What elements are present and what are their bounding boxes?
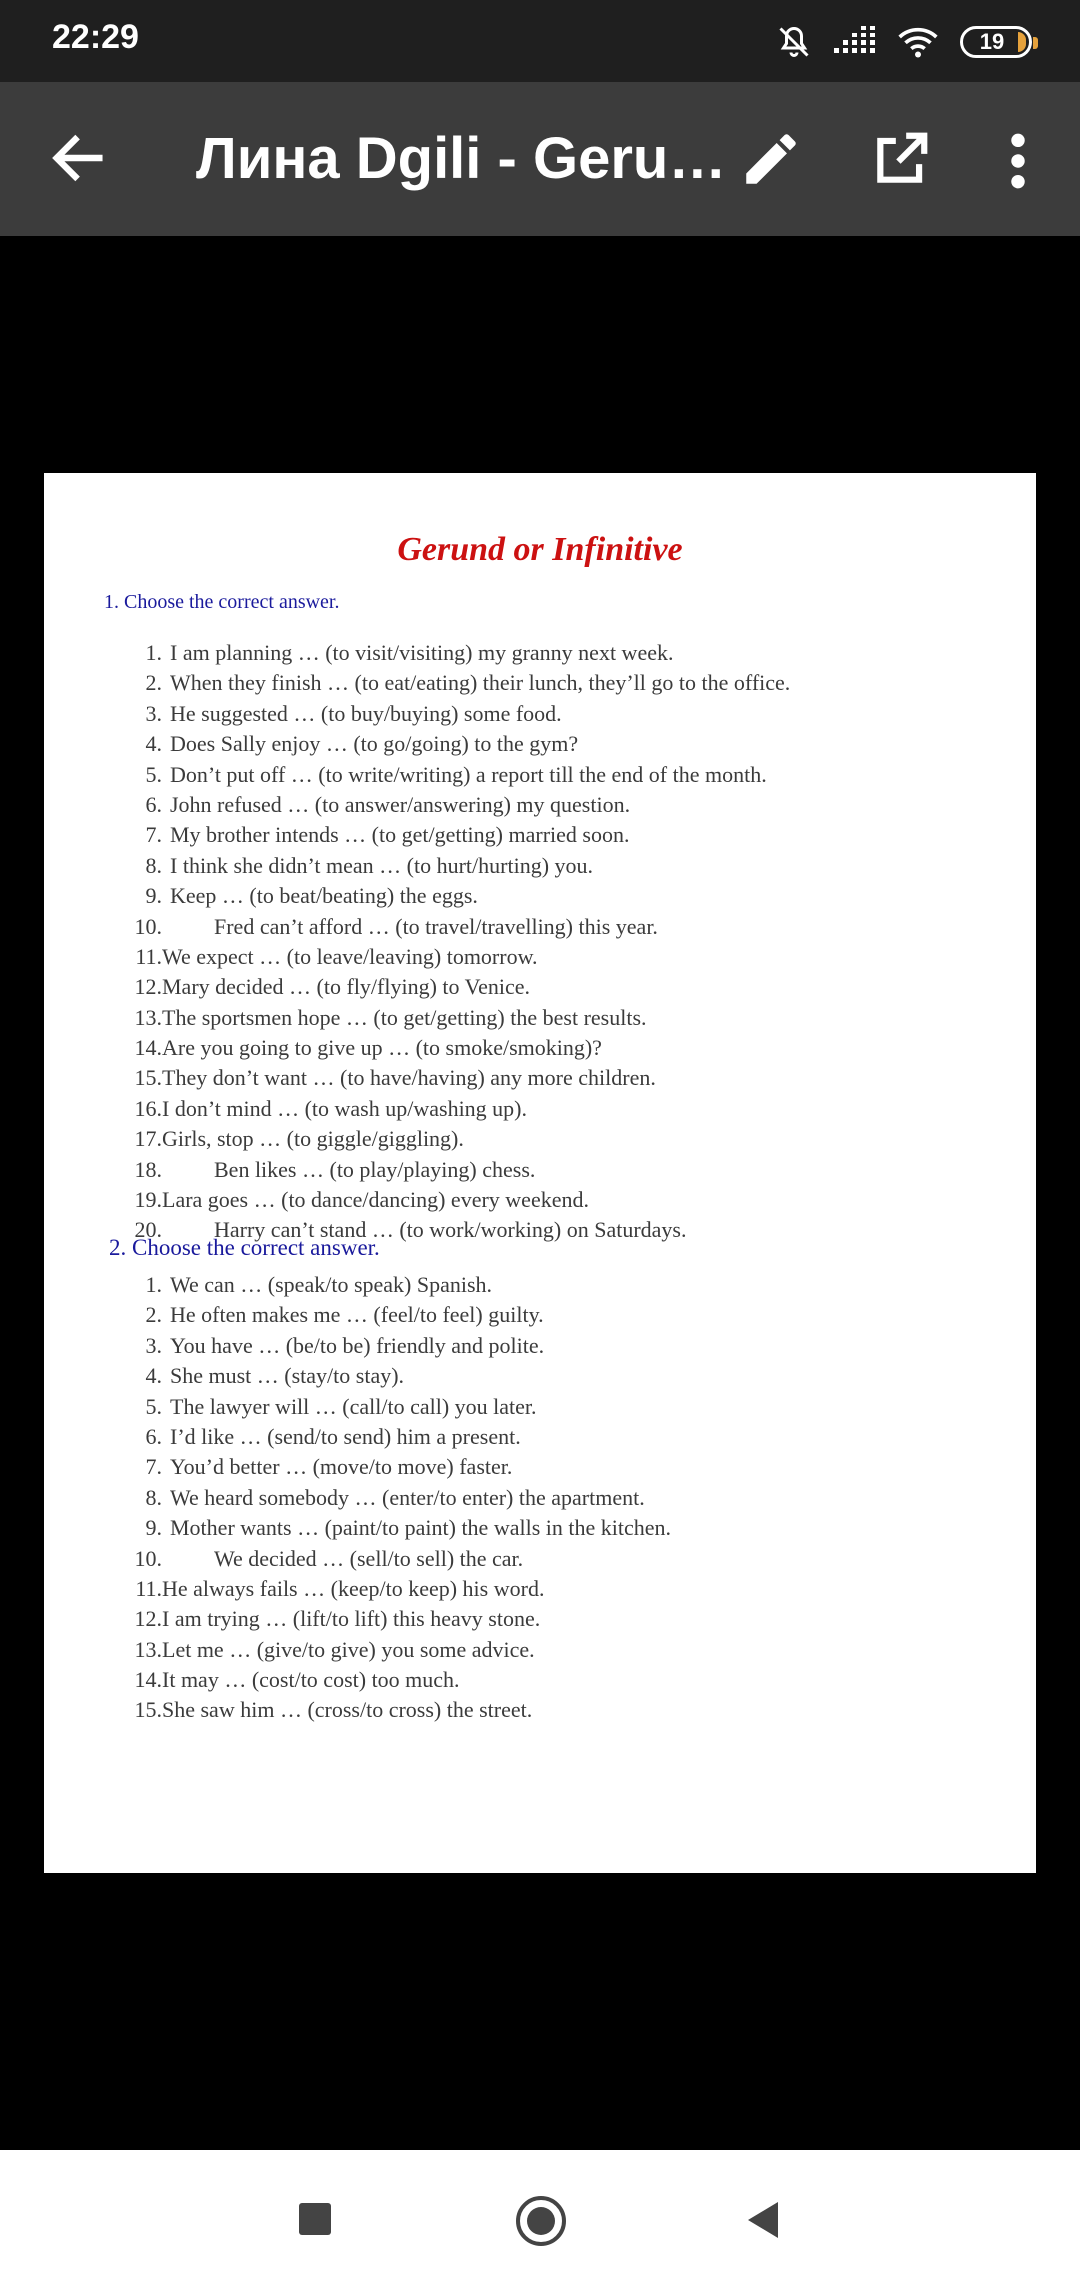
signal-icon: [834, 26, 876, 58]
status-time: 22:29: [52, 18, 139, 56]
item-text: We decided … (sell/to sell) the car.: [214, 1545, 524, 1571]
list-item: [132, 1422, 671, 1452]
status-bar: [0, 0, 1080, 82]
status-icons: [776, 20, 1032, 64]
list-item: [132, 1452, 671, 1482]
item-text: Fred can’t afford … (to travel/travelling) this year.: [214, 913, 658, 939]
item-number: 1.: [145, 640, 162, 665]
item-text: We can … (speak/to speak) Spanish.: [170, 1272, 493, 1297]
item-text: He suggested … (to buy/buying) some food.: [170, 700, 562, 726]
item-number: 16.: [134, 1095, 162, 1121]
list-item: [132, 1155, 790, 1185]
document-page: [44, 473, 1036, 1873]
item-number: 10.: [134, 1545, 162, 1571]
mute-icon: [776, 24, 812, 60]
item-text: You have … (be/to be) friendly and polite.: [170, 1332, 545, 1358]
document-title: Лина Dgili - Geru…: [196, 126, 727, 191]
item-number: 12.: [134, 974, 162, 1000]
item-number: 14.: [134, 1667, 162, 1693]
item-number: 20.: [134, 1217, 162, 1243]
doc-heading: Gerund or Infinitive: [397, 531, 683, 568]
recents-square-icon[interactable]: [299, 2203, 331, 2235]
item-number: 8.: [145, 1484, 162, 1510]
home-circle-icon[interactable]: [516, 2196, 566, 2246]
item-text: Lara goes … (to dance/dancing) every weekend.: [162, 1187, 589, 1213]
list-item: [132, 1665, 671, 1695]
item-number: 2.: [145, 1302, 162, 1328]
item-number: 6.: [145, 791, 162, 817]
item-number: 15.: [134, 1065, 162, 1091]
item-text: I am trying … (lift/to lift) this heavy stone.: [162, 1606, 541, 1632]
item-text: Are you going to give up … (to smoke/smoking)?: [162, 1035, 602, 1061]
item-number: 7.: [145, 1454, 162, 1480]
item-number: 3.: [145, 700, 162, 726]
battery-icon: [960, 26, 1032, 58]
item-text: It may … (cost/to cost) too much.: [162, 1667, 460, 1693]
item-text: She must … (stay/to stay).: [170, 1363, 405, 1389]
item-number: 1.: [145, 1272, 162, 1297]
item-number: 5.: [145, 761, 162, 787]
item-number: 7.: [145, 822, 162, 848]
list-item: [132, 1635, 671, 1665]
item-text: Mother wants … (paint/to paint) the walls in the kitchen.: [170, 1515, 672, 1541]
item-text: The lawyer will … (call/to call) you later.: [170, 1393, 537, 1419]
section2-heading: 2. Choose the correct answer.: [109, 1235, 380, 1260]
list-item: [132, 1003, 790, 1033]
list-item: [132, 1094, 790, 1124]
item-number: 19.: [134, 1187, 162, 1213]
list-item: [132, 668, 790, 698]
wifi-icon: [898, 25, 938, 59]
item-number: 11.: [135, 1575, 162, 1601]
item-number: 4.: [145, 731, 162, 757]
item-number: 11.: [135, 943, 162, 969]
item-text: Mary decided … (to fly/flying) to Venice.: [162, 974, 530, 1000]
back-triangle-icon[interactable]: [744, 2200, 780, 2240]
list-item: [132, 1574, 671, 1604]
item-text: Keep … (to beat/beating) the eggs.: [170, 883, 478, 909]
list-item: [132, 972, 790, 1002]
item-text: The sportsmen hope … (to get/getting) the best results.: [162, 1004, 647, 1030]
item-number: 4.: [145, 1363, 162, 1389]
section2-list: [132, 1270, 671, 1726]
battery-level: 19: [979, 29, 1005, 54]
item-number: 15.: [134, 1697, 162, 1723]
list-item: [132, 1300, 671, 1330]
item-text: Harry can’t stand … (to work/working) on Saturdays.: [214, 1217, 687, 1243]
item-text: When they finish … (to eat/eating) their lunch, they’ll go to the office.: [170, 670, 791, 696]
list-item: [132, 1331, 671, 1361]
app-bar: [0, 82, 1080, 236]
list-item: [132, 942, 790, 972]
item-number: 13.: [134, 1636, 162, 1662]
item-number: 3.: [145, 1332, 162, 1358]
item-number: 8.: [145, 852, 162, 878]
item-text: He often makes me … (feel/to feel) guilty.: [170, 1302, 544, 1328]
list-item: [132, 820, 790, 850]
more-vert-icon[interactable]: [1000, 130, 1036, 192]
item-number: 18.: [134, 1156, 162, 1182]
item-number: 6.: [145, 1423, 162, 1449]
section1-list: [132, 638, 790, 1246]
item-text: I don’t mind … (to wash up/washing up).: [162, 1095, 528, 1121]
nav-bar: [0, 2150, 1080, 2280]
list-item: [132, 638, 790, 668]
item-number: 9.: [145, 1515, 162, 1541]
list-item: [132, 1124, 790, 1154]
item-text: Ben likes … (to play/playing) chess.: [214, 1156, 536, 1182]
item-text: I think she didn’t mean … (to hurt/hurting) you.: [170, 852, 594, 878]
open-external-icon[interactable]: [870, 128, 932, 190]
list-item: [132, 699, 790, 729]
arrow-left-icon[interactable]: [46, 126, 110, 190]
list-item: [132, 1270, 671, 1300]
item-text: He always fails … (keep/to keep) his word.: [162, 1575, 545, 1601]
list-item: [132, 1185, 790, 1215]
list-item: [132, 1604, 671, 1634]
item-text: Don’t put off … (to write/writing) a report till the end of the month.: [170, 761, 767, 787]
item-text: She saw him … (cross/to cross) the street.: [162, 1697, 533, 1723]
item-number: 14.: [134, 1035, 162, 1061]
edit-icon[interactable]: [738, 126, 804, 192]
item-number: 2.: [145, 670, 162, 696]
list-item: [132, 1483, 671, 1513]
item-text: I am planning … (to visit/visiting) my granny next week.: [170, 640, 674, 665]
list-item: [132, 790, 790, 820]
item-number: 13.: [134, 1004, 162, 1030]
item-number: 12.: [134, 1606, 162, 1632]
item-number: 9.: [145, 883, 162, 909]
list-item: [132, 851, 790, 881]
document-viewer[interactable]: [0, 236, 1080, 2150]
list-item: [132, 881, 790, 911]
list-item: [132, 760, 790, 790]
list-item: [132, 1544, 671, 1574]
list-item: [132, 729, 790, 759]
list-item: [132, 912, 790, 942]
item-text: My brother intends … (to get/getting) married soon.: [170, 822, 630, 848]
item-number: 5.: [145, 1393, 162, 1419]
item-number: 17.: [134, 1126, 162, 1152]
item-text: We heard somebody … (enter/to enter) the apartment.: [170, 1484, 645, 1510]
list-item: [132, 1361, 671, 1391]
item-text: John refused … (to answer/answering) my question.: [170, 791, 631, 817]
list-item: [132, 1513, 671, 1543]
list-item: [132, 1695, 671, 1725]
item-number: 10.: [134, 913, 162, 939]
item-text: I’d like … (send/to send) him a present.: [170, 1423, 521, 1449]
item-text: We expect … (to leave/leaving) tomorrow.: [162, 943, 538, 969]
list-item: [132, 1392, 671, 1422]
item-text: They don’t want … (to have/having) any more children.: [162, 1065, 656, 1091]
item-text: You’d better … (move/to move) faster.: [170, 1454, 513, 1480]
list-item: [132, 1033, 790, 1063]
item-text: Girls, stop … (to giggle/giggling).: [162, 1126, 464, 1152]
section1-heading: 1. Choose the correct answer.: [104, 591, 340, 613]
item-text: Let me … (give/to give) you some advice.: [162, 1636, 535, 1662]
list-item: [132, 1063, 790, 1093]
item-text: Does Sally enjoy … (to go/going) to the gym?: [170, 731, 579, 757]
